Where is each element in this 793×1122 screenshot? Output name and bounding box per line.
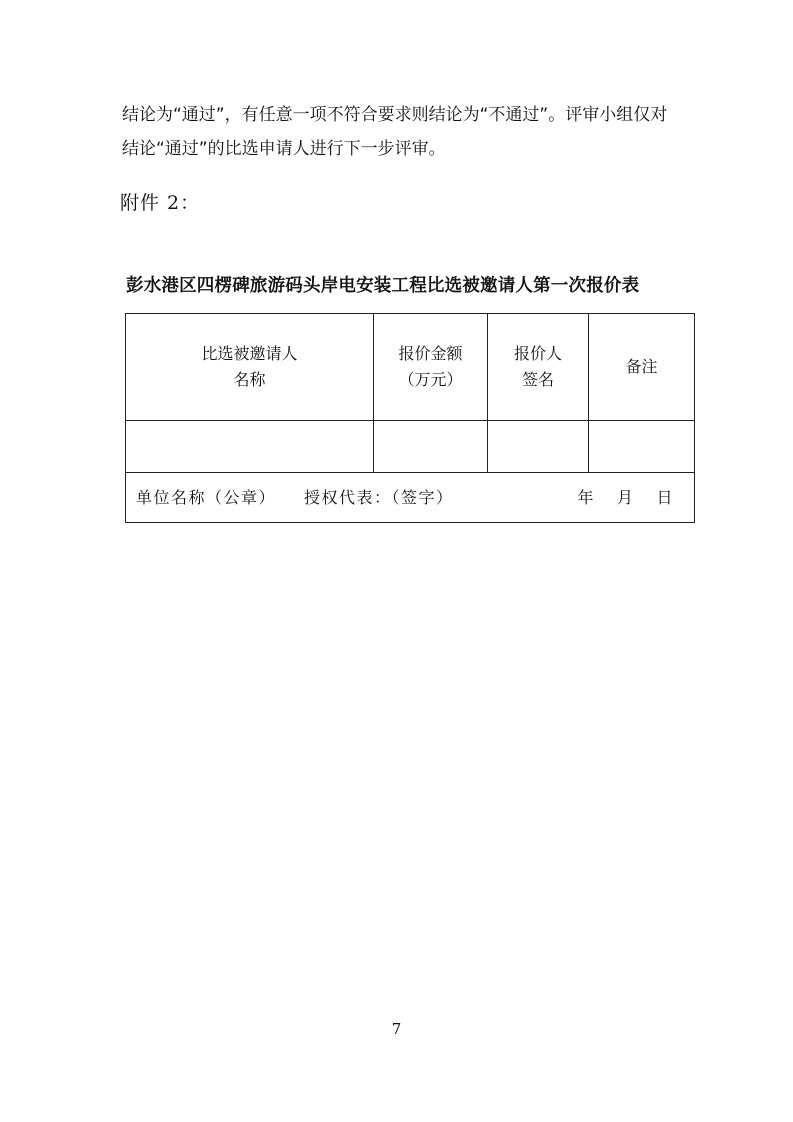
table-row [126,421,695,473]
paragraph-line-1: 结论为“通过”，有任意一项不符合要求则结论为“不通过”。评审小组仅对 [122,105,668,125]
quote-table [125,313,695,523]
header-signer-line1: 报价人 [513,344,562,363]
header-signer-line2: 签名 [521,370,554,389]
header-bidder-name-line1: 比选被邀请人 [201,344,298,363]
cell-remarks [589,421,695,473]
header-quote-amount-line1: 报价金额 [398,344,463,363]
footer-authorized-rep: 授权代表：（签字） [304,487,454,507]
table-title: 彭水港区四楞碑旅游码头岸电安装工程比选被邀请人第一次报价表 [126,276,640,296]
header-remarks: 备注 [589,314,695,421]
footer-year: 年 [577,487,595,507]
body-paragraph [122,98,702,166]
table-footer-row [126,473,695,523]
page-number: 7 [391,1020,402,1038]
paragraph-line-2: 结论“通过”的比选申请人进行下一步评审。 [122,139,446,159]
table-header-row [126,314,695,421]
footer-date [577,485,674,511]
header-quote-amount [374,314,488,421]
header-quote-amount-line2: （万元） [398,370,463,389]
footer-unit-name: 单位名称（公章） [136,487,277,507]
header-bidder-name [126,314,374,421]
cell-bidder-name [126,421,374,473]
header-bidder-name-line2: 名称 [233,370,266,389]
footer-cell [126,473,695,523]
header-signer [488,314,589,421]
cell-quote-amount [374,421,488,473]
attachment-label: 附件 2： [120,192,201,214]
cell-signer [488,421,589,473]
footer-day: 日 [656,487,674,507]
footer-month: 月 [616,487,635,507]
